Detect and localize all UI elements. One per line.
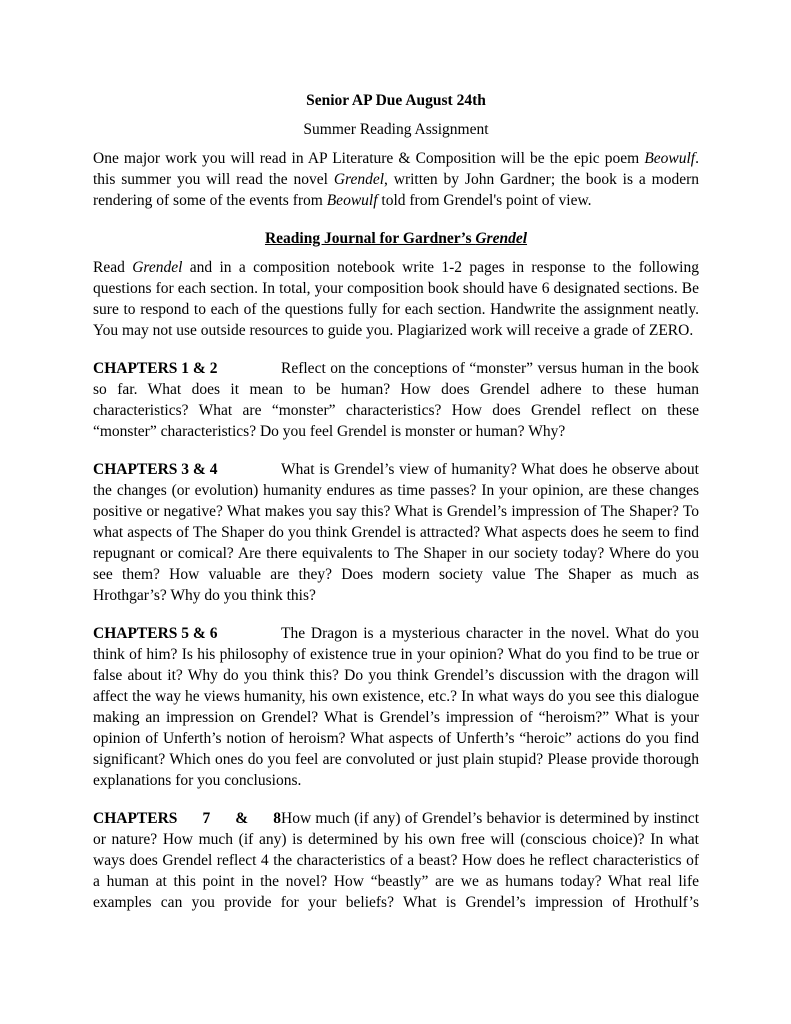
journal-heading-italic: Grendel bbox=[475, 230, 528, 247]
section-chapters-5-6 bbox=[93, 623, 699, 791]
intro-text-1: One major work you will read in AP Literature & Composition will be the epic poem bbox=[93, 150, 645, 167]
section-label: CHAPTERS 7 & 8 bbox=[93, 810, 281, 827]
section-text: The Dragon is a mysterious character in the novel. What do you think of him? Is his philosophy of existence true in your opinion? What do you find to be true or false about it? Why do you think this? Do you think Grendel’s discussion with the dragon will affect the way he views humanity, his own existence, etc.? In what ways do you see this dialogue making an impression on Grendel? What is Grendel’s impression of “heroism?” What is your opinion of Unferth’s notion of heroism? What aspects of Unferth’s “heroic” actions do you find significant? Which ones do you feel are convoluted or just plain stupid? Please provide thorough explanations for you conclusions. bbox=[93, 625, 699, 789]
intro-text-3: , written by John Gardner; the book is a modern rendering of some of the events from bbox=[93, 171, 699, 209]
section-label: CHAPTERS 1 & 2 bbox=[93, 360, 218, 377]
document-title: Senior AP Due August 24th bbox=[306, 92, 486, 109]
section-chapters-3-4 bbox=[93, 459, 699, 606]
journal-heading-text: Reading Journal for Gardner’s bbox=[264, 230, 476, 247]
document-subtitle: Summer Reading Assignment bbox=[303, 121, 489, 138]
journal-heading bbox=[93, 228, 699, 249]
section-label: CHAPTERS 3 & 4 bbox=[93, 461, 218, 478]
section-chapters-1-2 bbox=[93, 358, 699, 442]
instructions-italic-1: Grendel bbox=[132, 259, 183, 276]
section-chapters-7-8 bbox=[93, 808, 699, 913]
intro-text-2: . this summer you will read the novel bbox=[93, 150, 699, 188]
intro-italic-3: Beowulf bbox=[326, 192, 378, 209]
section-text: Reflect on the conceptions of “monster” versus human in the book so far. What does it mean to be human? How does Grendel adhere to these human characteristics? What are “monster” characteristics? How does Grendel reflect on these “monster” characteristics? Do you feel Grendel is monster or human? Why? bbox=[93, 360, 699, 440]
instructions-paragraph bbox=[93, 257, 699, 341]
instructions-text-1: Read bbox=[93, 259, 133, 276]
section-text: How much (if any) of Grendel’s behavior is determined by instinct or nature? How much (if any) is determined by his own free will (conscious choice)? In what ways does Grendel reflect 4 the characteristics of a beast? How does he reflect characteristics of a human at this point in the novel? How “beastly” are we as humans today? What real life examples can you provide for your beliefs? What is Grendel’s impression of Hrothulf’s bbox=[93, 810, 699, 911]
intro-italic-2: Grendel bbox=[333, 171, 385, 188]
intro-italic-1: Beowulf bbox=[644, 150, 696, 167]
section-text: What is Grendel’s view of humanity? What does he observe about the changes (or evolution) humanity endures as time passes? In your opinion, are these changes positive or negative? What makes you say this? What is Grendel’s impression of The Shaper? To what aspects of The Shaper do you think Grendel is attracted? What aspects does he seem to find repugnant or comical? Are there equivalents to The Shaper in our society today? Where do you see them? How valuable are they? Does modern society value The Shaper as much as Hrothgar’s? Why do you think this? bbox=[93, 461, 699, 604]
intro-text-4: told from Grendel's point of view. bbox=[377, 192, 592, 209]
intro-paragraph bbox=[93, 148, 699, 211]
document-body bbox=[93, 90, 699, 930]
instructions-text-2: and in a composition notebook write 1-2 pages in response to the following questions for each section. In total, your composition book should have 6 designated sections. Be sure to respond to each of the questions fully for each section. Handwrite the assignment neatly. You may not use outside resources to guide you. Plagiarized work will receive a grade of ZERO. bbox=[93, 259, 699, 339]
section-label: CHAPTERS 5 & 6 bbox=[93, 625, 218, 642]
